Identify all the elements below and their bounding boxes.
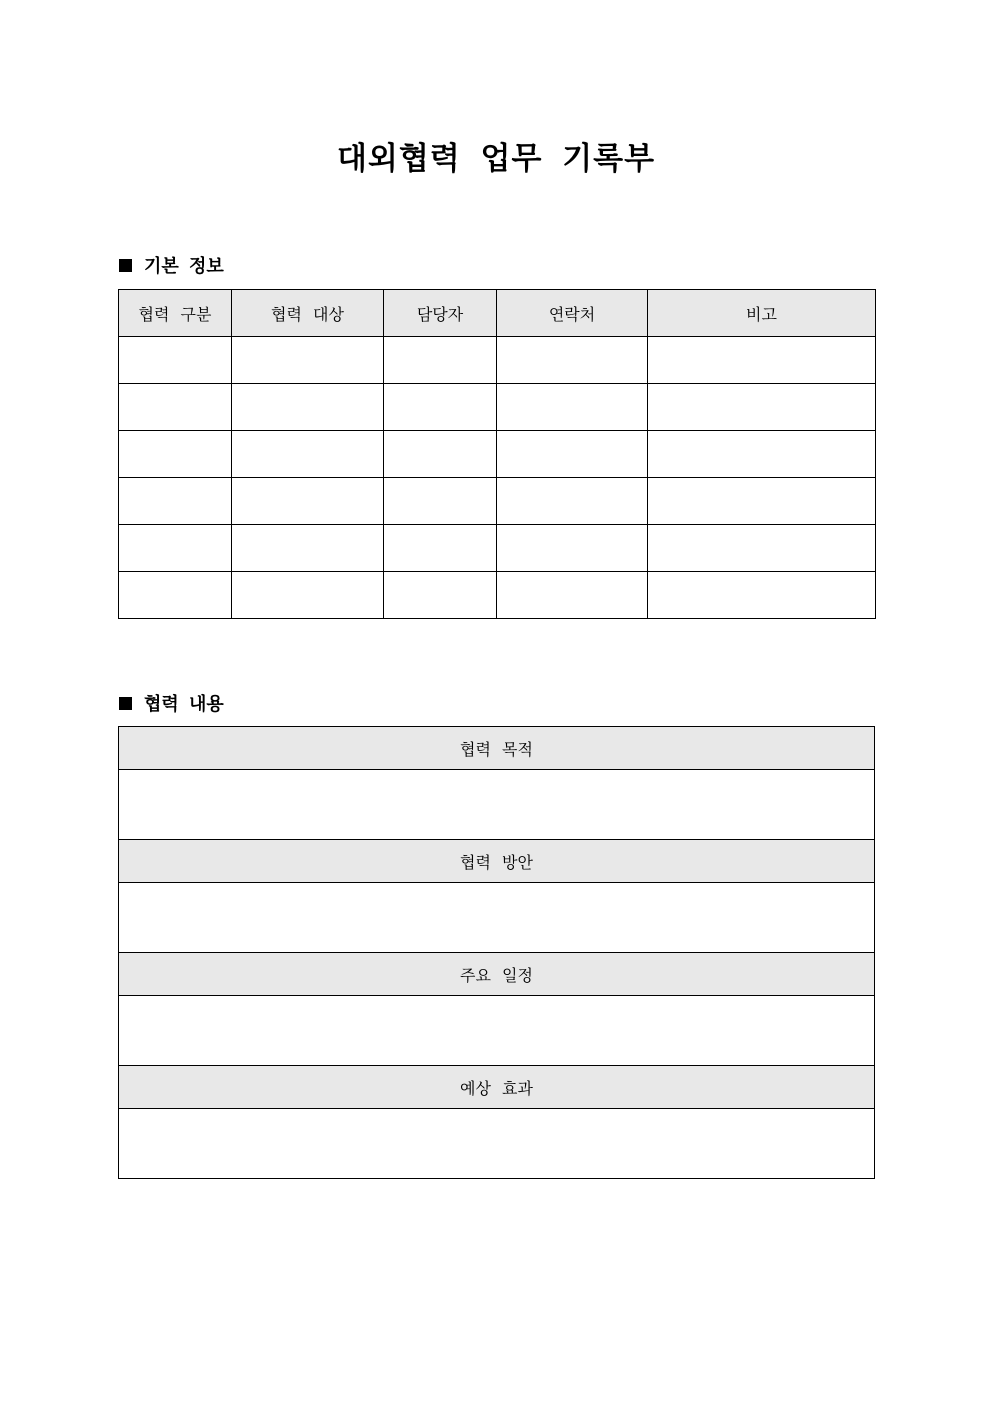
- table-cell[interactable]: [119, 337, 232, 384]
- section-body-row: [119, 1109, 875, 1179]
- table-cell[interactable]: [648, 525, 876, 572]
- table-cell[interactable]: [497, 337, 648, 384]
- section-heading-label: 협력 내용: [144, 694, 224, 715]
- section-label-schedule: 주요 일정: [119, 953, 875, 996]
- table-row: [119, 478, 876, 525]
- table-cell[interactable]: [232, 431, 384, 478]
- table-cell[interactable]: [119, 384, 232, 431]
- table-cell[interactable]: [384, 572, 497, 619]
- table-cell[interactable]: [497, 478, 648, 525]
- table-cell[interactable]: [648, 478, 876, 525]
- column-header-remarks: 비고: [648, 290, 876, 337]
- table-cell[interactable]: [497, 431, 648, 478]
- table-row: [119, 337, 876, 384]
- section-body-row: [119, 996, 875, 1066]
- purpose-field[interactable]: [119, 770, 875, 840]
- table-cell[interactable]: [232, 572, 384, 619]
- column-header-person-in-charge: 담당자: [384, 290, 497, 337]
- table-cell[interactable]: [648, 431, 876, 478]
- table-cell[interactable]: [119, 572, 232, 619]
- cooperation-content-table: [118, 726, 875, 1179]
- section-label-expected-effect: 예상 효과: [119, 1066, 875, 1109]
- section-body-row: [119, 770, 875, 840]
- table-header-row: [119, 290, 876, 337]
- table-cell[interactable]: [384, 525, 497, 572]
- section-heading-label: 기본 정보: [144, 256, 224, 277]
- page-title: 대외협력 업무 기록부: [336, 141, 656, 177]
- table-cell[interactable]: [497, 525, 648, 572]
- plan-field[interactable]: [119, 883, 875, 953]
- table-cell[interactable]: [384, 431, 497, 478]
- table-row: [119, 384, 876, 431]
- table-row: [119, 572, 876, 619]
- table-cell[interactable]: [232, 525, 384, 572]
- table-cell[interactable]: [648, 384, 876, 431]
- column-header-contact: 연락처: [497, 290, 648, 337]
- table-cell[interactable]: [648, 337, 876, 384]
- table-cell[interactable]: [384, 337, 497, 384]
- section-heading-cooperation-content: [119, 690, 224, 716]
- table-cell[interactable]: [232, 478, 384, 525]
- table-cell[interactable]: [384, 478, 497, 525]
- table-row: [119, 431, 876, 478]
- section-header-row: [119, 727, 875, 770]
- table-cell[interactable]: [232, 384, 384, 431]
- table-cell[interactable]: [497, 384, 648, 431]
- basic-info-table: [118, 289, 876, 619]
- table-cell[interactable]: [119, 431, 232, 478]
- table-cell[interactable]: [119, 478, 232, 525]
- table-cell[interactable]: [497, 572, 648, 619]
- section-label-purpose: 협력 목적: [119, 727, 875, 770]
- column-header-cooperation-target: 협력 대상: [232, 290, 384, 337]
- table-cell[interactable]: [384, 384, 497, 431]
- square-bullet-icon: [119, 259, 132, 272]
- table-cell[interactable]: [119, 525, 232, 572]
- table-row: [119, 525, 876, 572]
- section-label-plan: 협력 방안: [119, 840, 875, 883]
- table-cell[interactable]: [648, 572, 876, 619]
- schedule-field[interactable]: [119, 996, 875, 1066]
- section-header-row: [119, 1066, 875, 1109]
- section-header-row: [119, 840, 875, 883]
- square-bullet-icon: [119, 697, 132, 710]
- section-header-row: [119, 953, 875, 996]
- section-heading-basic-info: [119, 252, 224, 278]
- column-header-cooperation-type: 협력 구분: [119, 290, 232, 337]
- section-body-row: [119, 883, 875, 953]
- table-cell[interactable]: [232, 337, 384, 384]
- expected-effect-field[interactable]: [119, 1109, 875, 1179]
